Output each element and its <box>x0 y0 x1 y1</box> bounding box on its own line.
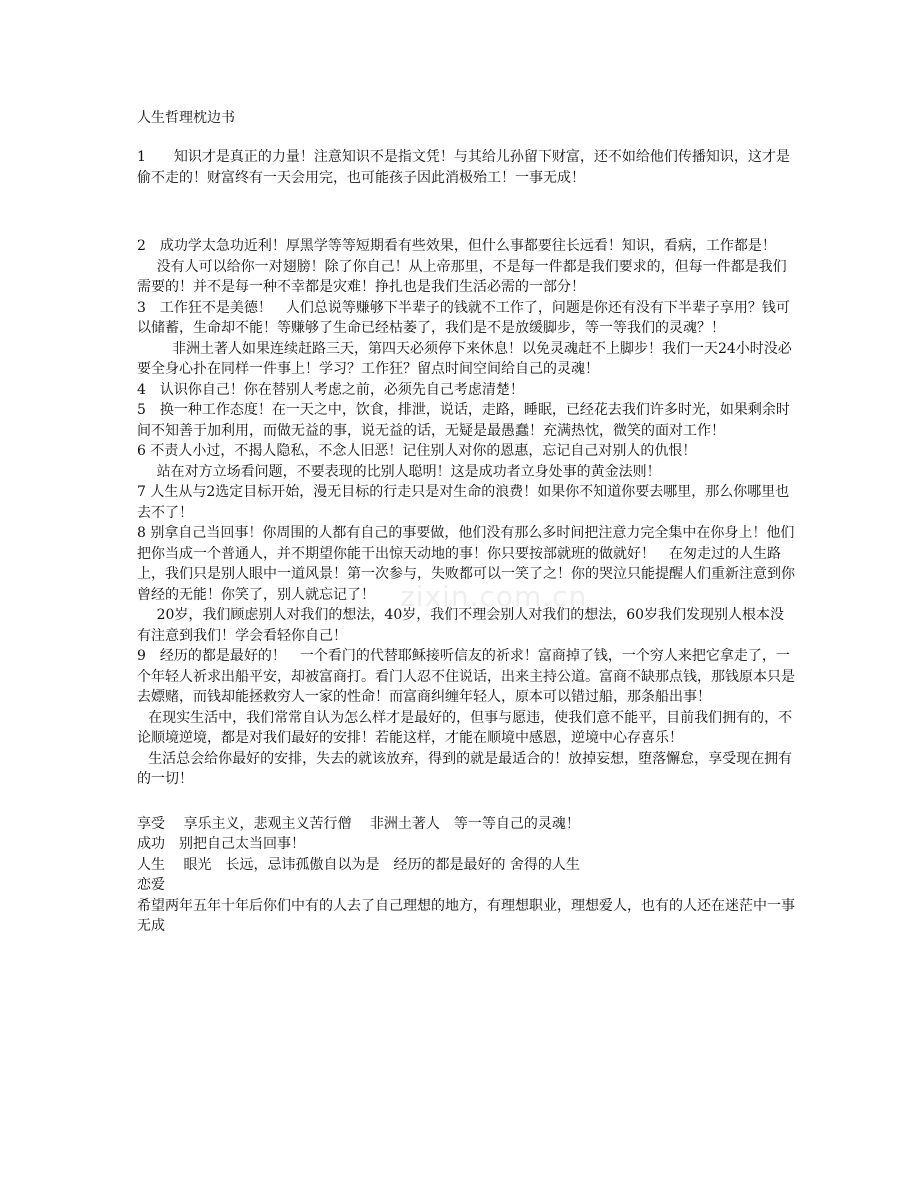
paragraph-5: 5 换一种工作态度！在一天之中，饮食，排泄，说话，走路，睡眠，已经花去我们许多时光，如果剩余时间不知善于加利用，而做无益的事，说无益的话，无疑是最愚蠢！充满热忱，微笑的面对工作！ <box>137 402 790 439</box>
paragraph-4: 4 认识你自己！你在替别人考虑之前，必须先自己考虑清楚！ <box>137 381 524 398</box>
paragraph-7: 7 人生从与2选定目标开始，漫无目标的行走只是对生命的浪费！如果你不知道你要去哪里，那么你哪里也去不了！ <box>137 484 790 521</box>
paragraph-2b: 没有人可以给你一对翅膀！除了你自己！从上帝那里，不是每一件都是我们要求的，但每一件都是我们需要的！并不是每一种不幸都是灾难！挣扎也是我们生活必需的一部分！ <box>137 258 787 295</box>
paragraph-9: 9 经历的都是最好的！ 一个看门的代替耶稣接听信友的祈求！富商掉了钱，一个穷人来把它拿走了，一个年轻人祈求出船平安，却被富商打。看门人忍不住说话，出来主持公道。富商不缺那点钱，那钱原本只是去嫖赌，而钱却能拯救穷人一家的性命！而富商纠缠年轻人，原本可以错过船，那条船出事！ <box>137 648 795 705</box>
document-title: 人生哲理枕边书 <box>137 110 235 126</box>
paragraph-3: 3 工作狂不是美德！ 人们总说等赚够下半辈子的钱就不工作了，问题是你还有没有下半辈子享用？钱可以储蓄，生命却不能！等赚够了生命已经枯萎了，我们是不是放缓脚步，等一等我们的灵魂？！ <box>137 299 790 336</box>
summary-line-3: 人生 眼光 长远，忌讳孤傲自以为是 经历的都是最好的 舍得的人生 <box>137 856 580 873</box>
paragraph-gap <box>137 212 795 236</box>
paragraph-3b: 非洲土著人如果连续赶路三天，第四天必须停下来休息！以免灵魂赶不上脚步！我们一天24小时没必要全身心扑在同样一件事上！学习？工作狂？留点时间空间给自己的灵魂！ <box>137 340 792 377</box>
summary-line-1: 享受 享乐主义，悲观主义苦行僧 非洲土著人 等一等自己的灵魂！ <box>137 815 580 832</box>
watermark: zixin.com.cn <box>400 580 588 613</box>
paragraph-9b: 在现实生活中，我们常常自认为怎么样才是最好的，但事与愿违，使我们意不能平，目前我们拥有的，不论顺境逆境，都是对我们最好的安排！若能这样，才能在顺境中感恩，逆境中心存喜乐！ <box>137 709 793 746</box>
paragraph-2: 2 成功学太急功近利！厚黑学等等短期看有些效果，但什么事都要往长远看！知识，看病，工作都是！ <box>137 238 776 254</box>
paragraph-9c: 生活总会给你最好的安排，失去的就该放弃，得到的就是最适合的！放掉妄想，堕落懈怠，享受现在拥有的一切！ <box>137 750 793 787</box>
paragraph-gap <box>137 188 795 212</box>
paragraph-8: 8 别拿自己当回事！你周围的人都有自己的事要做，他们没有那么多时间把注意力完全集中在你身上！他们把你当成一个普通人，并不期望你能干出惊天动地的事！你只要按部就班的做就好！ 在匆走过的人生路上，我们只是别人眼中一道风景！第一次参与，失败都可以一笑了之！你的哭泣只能提醒人们重新注意到你曾经的无能！你笑了，别人就忘记了！ <box>137 525 795 603</box>
paragraph-6b: 站在对方立场看问题，不要表现的比别人聪明！这是成功者立身处事的黄金法则！ <box>156 463 661 480</box>
document-body <box>137 147 795 937</box>
paragraph-8b: 20岁，我们顾虑别人对我们的想法，40岁，我们不理会别人对我们的想法，60岁我们发现别人根本没有注意到我们！学会看轻你自己！ <box>137 607 785 644</box>
paragraph-1: 1 知识才是真正的力量！注意知识不是指文凭！与其给儿孙留下财富，还不如给他们传播知识，这才是偷不走的！财富终有一天会用完，也可能孩子因此消极殆工！一事无成！ <box>137 149 790 186</box>
paragraph-gap <box>137 790 795 814</box>
summary-line-5: 希望两年五年十年后你们中有的人去了自己理想的地方，有理想职业，理想爱人，也有的人还在迷茫中一事无成 <box>137 897 795 934</box>
summary-line-2: 成功 别把自己太当回事！ <box>137 836 305 852</box>
paragraph-6: 6 不责人小过，不揭人隐私，不念人旧恶！记住别人对你的恩惠，忘记自己对别人的仇恨！ <box>137 443 697 459</box>
summary-line-4: 恋爱 <box>137 877 165 893</box>
